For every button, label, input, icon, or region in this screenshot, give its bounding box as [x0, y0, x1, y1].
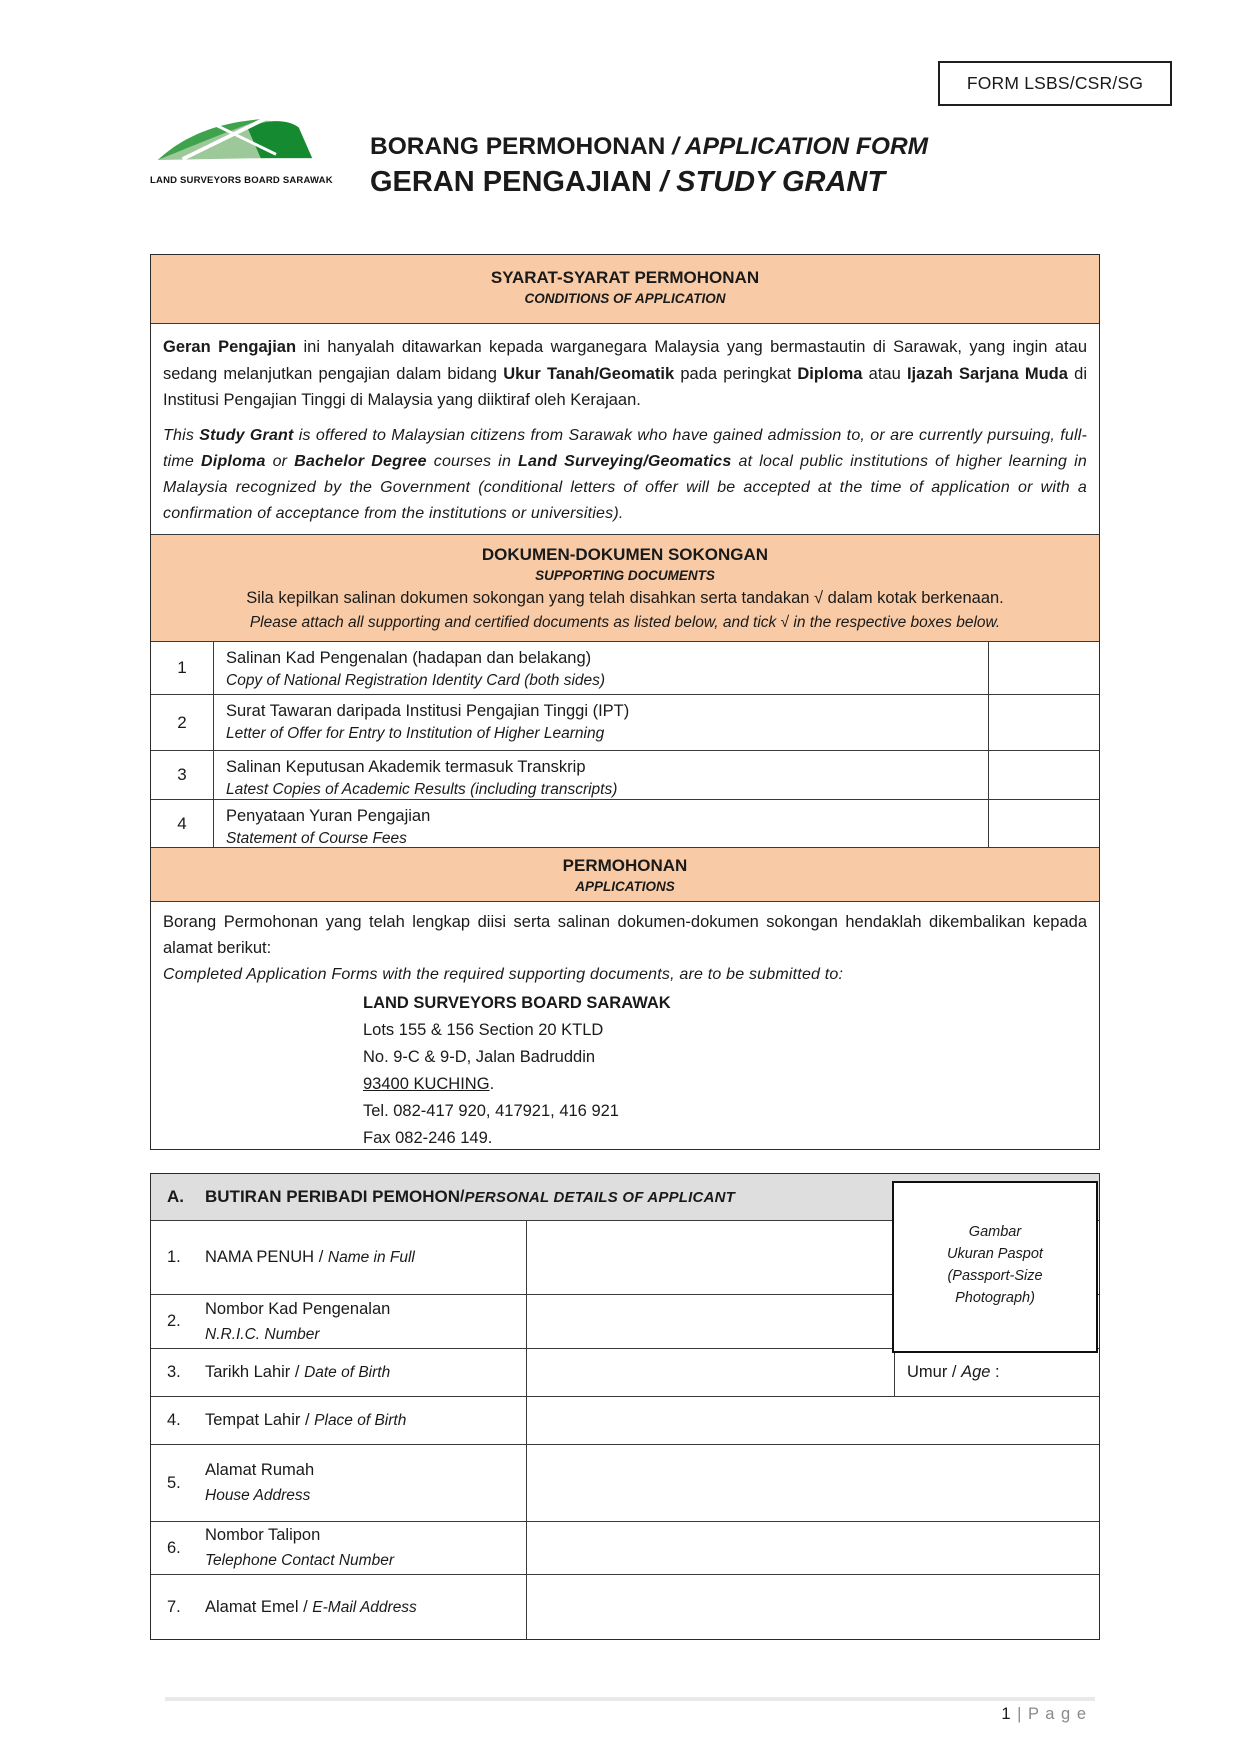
conditions-header — [151, 255, 1099, 323]
field-label-text — [205, 1244, 518, 1271]
conditions-paragraph-my: Geran Pengajian ini hanyalah ditawarkan kepada warganegara Malaysia yang bermastautin di Sarawak, yang ingin atau sedang melanjutkan pengajian dalam bidang Ukur Tanah/Geomatik pada peringkat Diploma atau Ijazah Sarjana Muda di Institusi Pengajian Tinggi di Malaysia yang diiktiraf oleh Kerajaan. — [163, 338, 1087, 409]
address-line-2: No. 9-C & 9-D, Jalan Badruddin — [363, 1048, 596, 1066]
field-label-sep: / — [314, 1248, 328, 1266]
applications-title: PERMOHONAN — [562, 856, 688, 875]
age-cell[interactable] — [894, 1349, 1099, 1396]
logo-caption: LAND SURVEYORS BOARD SARAWAK — [150, 175, 333, 186]
field-label — [151, 1445, 526, 1521]
field-label — [151, 1575, 526, 1639]
logo — [150, 112, 333, 186]
applications-subtitle: APPLICATIONS — [575, 879, 675, 894]
photo-box-line: Photograph) — [955, 1290, 1035, 1306]
doc-row-desc-en: Latest Copies of Academic Results (including transcripts) — [226, 781, 618, 798]
field-number: 1. — [167, 1248, 181, 1266]
applications-paragraph-my: Borang Permohonan yang telah lengkap diisi serta salinan dokumen-dokumen sokongan hendaklah dikembalikan kepada alamat berikut: — [163, 913, 1087, 957]
doc-row-number: 1 — [177, 658, 187, 677]
field-value-cell-email[interactable] — [526, 1575, 1099, 1639]
field-row-dob — [151, 1348, 1099, 1396]
photo-box-line: Ukuran Paspot — [947, 1246, 1043, 1262]
doc-row-desc-en: Letter of Offer for Entry to Institution of Higher Learning — [226, 725, 605, 742]
doc-row-desc-my: Salinan Keputusan Akademik termasuk Transkrip — [226, 758, 586, 776]
field-value-cell-nric[interactable] — [526, 1295, 894, 1348]
field-number: 3. — [167, 1363, 181, 1381]
field-label-en: N.R.I.C. Number — [205, 1325, 320, 1343]
form-title — [370, 132, 928, 200]
field-label-my: Nombor Talipon — [205, 1526, 321, 1544]
doc-row-desc — [213, 642, 988, 694]
doc-checkbox-cell[interactable] — [988, 695, 1099, 750]
doc-row-number: 4 — [177, 813, 187, 833]
field-value-cell-phone[interactable] — [526, 1522, 1099, 1574]
field-row-address — [151, 1444, 1099, 1521]
doc-row-desc — [213, 695, 988, 750]
documents-header — [151, 534, 1099, 641]
field-label-en: House Address — [205, 1487, 311, 1504]
field-label-text — [205, 1457, 518, 1509]
field-label — [151, 1522, 526, 1574]
field-label — [151, 1397, 526, 1444]
field-number: 5. — [167, 1473, 181, 1492]
field-value-cell-name[interactable] — [526, 1221, 894, 1294]
doc-row-desc — [213, 800, 988, 847]
doc-row-desc-en: Copy of National Registration Identity Card (both sides) — [226, 672, 606, 689]
field-number: 6. — [167, 1538, 181, 1557]
field-label-en: Telephone Contact Number — [205, 1552, 394, 1569]
field-value-cell-dob[interactable] — [526, 1349, 894, 1396]
page-number: 1 — [1001, 1705, 1012, 1723]
address-tel: Tel. 082-417 920, 417921, 416 921 — [363, 1102, 619, 1120]
field-label-text — [205, 1594, 518, 1621]
section-a-separator: / — [460, 1188, 465, 1205]
field-label-sep: / — [300, 1411, 315, 1429]
field-label-sep: / — [290, 1363, 305, 1381]
field-number: 2. — [167, 1312, 181, 1330]
form-code-text: FORM LSBS/CSR/SG — [966, 73, 1144, 93]
field-label-text — [205, 1296, 518, 1348]
personal-details-section — [150, 1173, 1100, 1640]
applications-paragraph-en: Completed Application Forms with the required supporting documents, are to be submitted to: — [163, 966, 844, 983]
address-city: 93400 KUCHING. — [363, 1075, 495, 1093]
doc-row-desc-my: Surat Tawaran daripada Institusi Pengajian Tinggi (IPT) — [226, 702, 630, 720]
documents-table — [151, 641, 1099, 847]
field-label-my: Tarikh Lahir — [205, 1363, 291, 1381]
field-label-en: Name in Full — [327, 1249, 415, 1266]
photo-box[interactable] — [892, 1181, 1098, 1353]
footer-rule — [165, 1697, 1095, 1701]
applications-body — [151, 901, 1099, 1149]
photo-box-line: (Passport-Size — [947, 1268, 1043, 1284]
section-a-title: BUTIRAN PERIBADI PEMOHON — [205, 1187, 461, 1206]
field-label-my: Nombor Kad Pengenalan — [205, 1299, 391, 1318]
field-label — [151, 1349, 526, 1396]
doc-row-desc — [213, 751, 988, 799]
field-label-sep: / — [298, 1597, 313, 1616]
document-row — [151, 642, 1099, 694]
section-a-label: A. — [167, 1187, 184, 1206]
field-label-my: Tempat Lahir — [205, 1411, 301, 1429]
documents-note-my: Sila kepilkan salinan dokumen sokongan yang telah disahkan serta tandakan √ dalam kotak berkenaan. — [246, 589, 1004, 607]
documents-title: DOKUMEN-DOKUMEN SOKONGAN — [481, 545, 769, 564]
field-number: 4. — [167, 1411, 181, 1429]
field-label-text — [205, 1522, 518, 1574]
conditions-body — [151, 323, 1099, 534]
field-row-phone — [151, 1521, 1099, 1574]
form-code-box — [938, 61, 1172, 106]
field-row-email — [151, 1574, 1099, 1639]
photo-box-line: Gambar — [968, 1224, 1022, 1240]
doc-checkbox-cell[interactable] — [988, 751, 1099, 799]
field-number: 7. — [167, 1597, 181, 1616]
field-label-en: Date of Birth — [304, 1364, 391, 1381]
main-content-box — [150, 254, 1100, 1150]
doc-checkbox-cell[interactable] — [988, 642, 1099, 694]
age-label: Umur / Age : — [907, 1363, 1000, 1381]
field-label-text — [205, 1407, 518, 1434]
field-label-my: Alamat Rumah — [205, 1461, 315, 1479]
doc-row-number: 2 — [177, 712, 187, 732]
document-row — [151, 694, 1099, 750]
field-value-cell-pob[interactable] — [526, 1397, 1099, 1444]
doc-row-desc-my: Penyataan Yuran Pengajian — [226, 807, 431, 825]
doc-row-number: 3 — [177, 765, 187, 784]
field-label — [151, 1221, 526, 1294]
field-label — [151, 1295, 526, 1348]
field-label-en: Place of Birth — [314, 1412, 407, 1429]
conditions-title: SYARAT-SYARAT PERMOHONAN — [490, 268, 760, 287]
field-label-text — [205, 1359, 518, 1386]
address-fax: Fax 082-246 149. — [363, 1129, 493, 1147]
conditions-subtitle: CONDITIONS OF APPLICATION — [524, 291, 726, 306]
documents-subtitle: SUPPORTING DOCUMENTS — [535, 568, 715, 583]
doc-row-desc-my: Salinan Kad Pengenalan (hadapan dan belakang) — [226, 649, 592, 667]
address-name: LAND SURVEYORS BOARD SARAWAK — [363, 994, 671, 1012]
footer — [150, 1705, 1087, 1724]
field-value-cell-address[interactable] — [526, 1445, 1099, 1521]
field-row-pob — [151, 1396, 1099, 1444]
logo-mark-icon — [154, 155, 316, 172]
section-a-subtitle: PERSONAL DETAILS OF APPLICANT — [464, 1188, 736, 1206]
page-label: | P a g e — [1011, 1705, 1087, 1723]
field-label-en: E-Mail Address — [312, 1598, 417, 1616]
title-line-1: BORANG PERMOHONAN / APPLICATION FORM — [370, 133, 929, 160]
doc-checkbox-cell[interactable] — [988, 800, 1099, 847]
doc-row-desc-en: Statement of Course Fees — [226, 830, 407, 847]
title-line-2: GERAN PENGAJIAN / STUDY GRANT — [370, 166, 886, 198]
field-label-my: Alamat Emel — [205, 1597, 299, 1616]
documents-note-en: Please attach all supporting and certified documents as listed below, and tick √ in the respective boxes below. — [249, 614, 1001, 631]
applications-header — [151, 847, 1099, 901]
address-line-1: Lots 155 & 156 Section 20 KTLD — [363, 1021, 604, 1039]
document-row — [151, 799, 1099, 847]
field-label-my: NAMA PENUH — [205, 1248, 315, 1266]
submission-address — [363, 990, 1087, 1152]
document-row — [151, 750, 1099, 799]
conditions-paragraph-en: This Study Grant is offered to Malaysian citizens from Sarawak who have gained admission to, or are currently pursuing, full-time Diploma or Bachelor Degree courses in Land Surveying/Geomatics at local public institutions of higher learning in Malaysia recognized by the Government (conditional letters of offer will be accepted at the time of application or with a confirmation of acceptance from the institutions or universities). — [163, 426, 1088, 522]
